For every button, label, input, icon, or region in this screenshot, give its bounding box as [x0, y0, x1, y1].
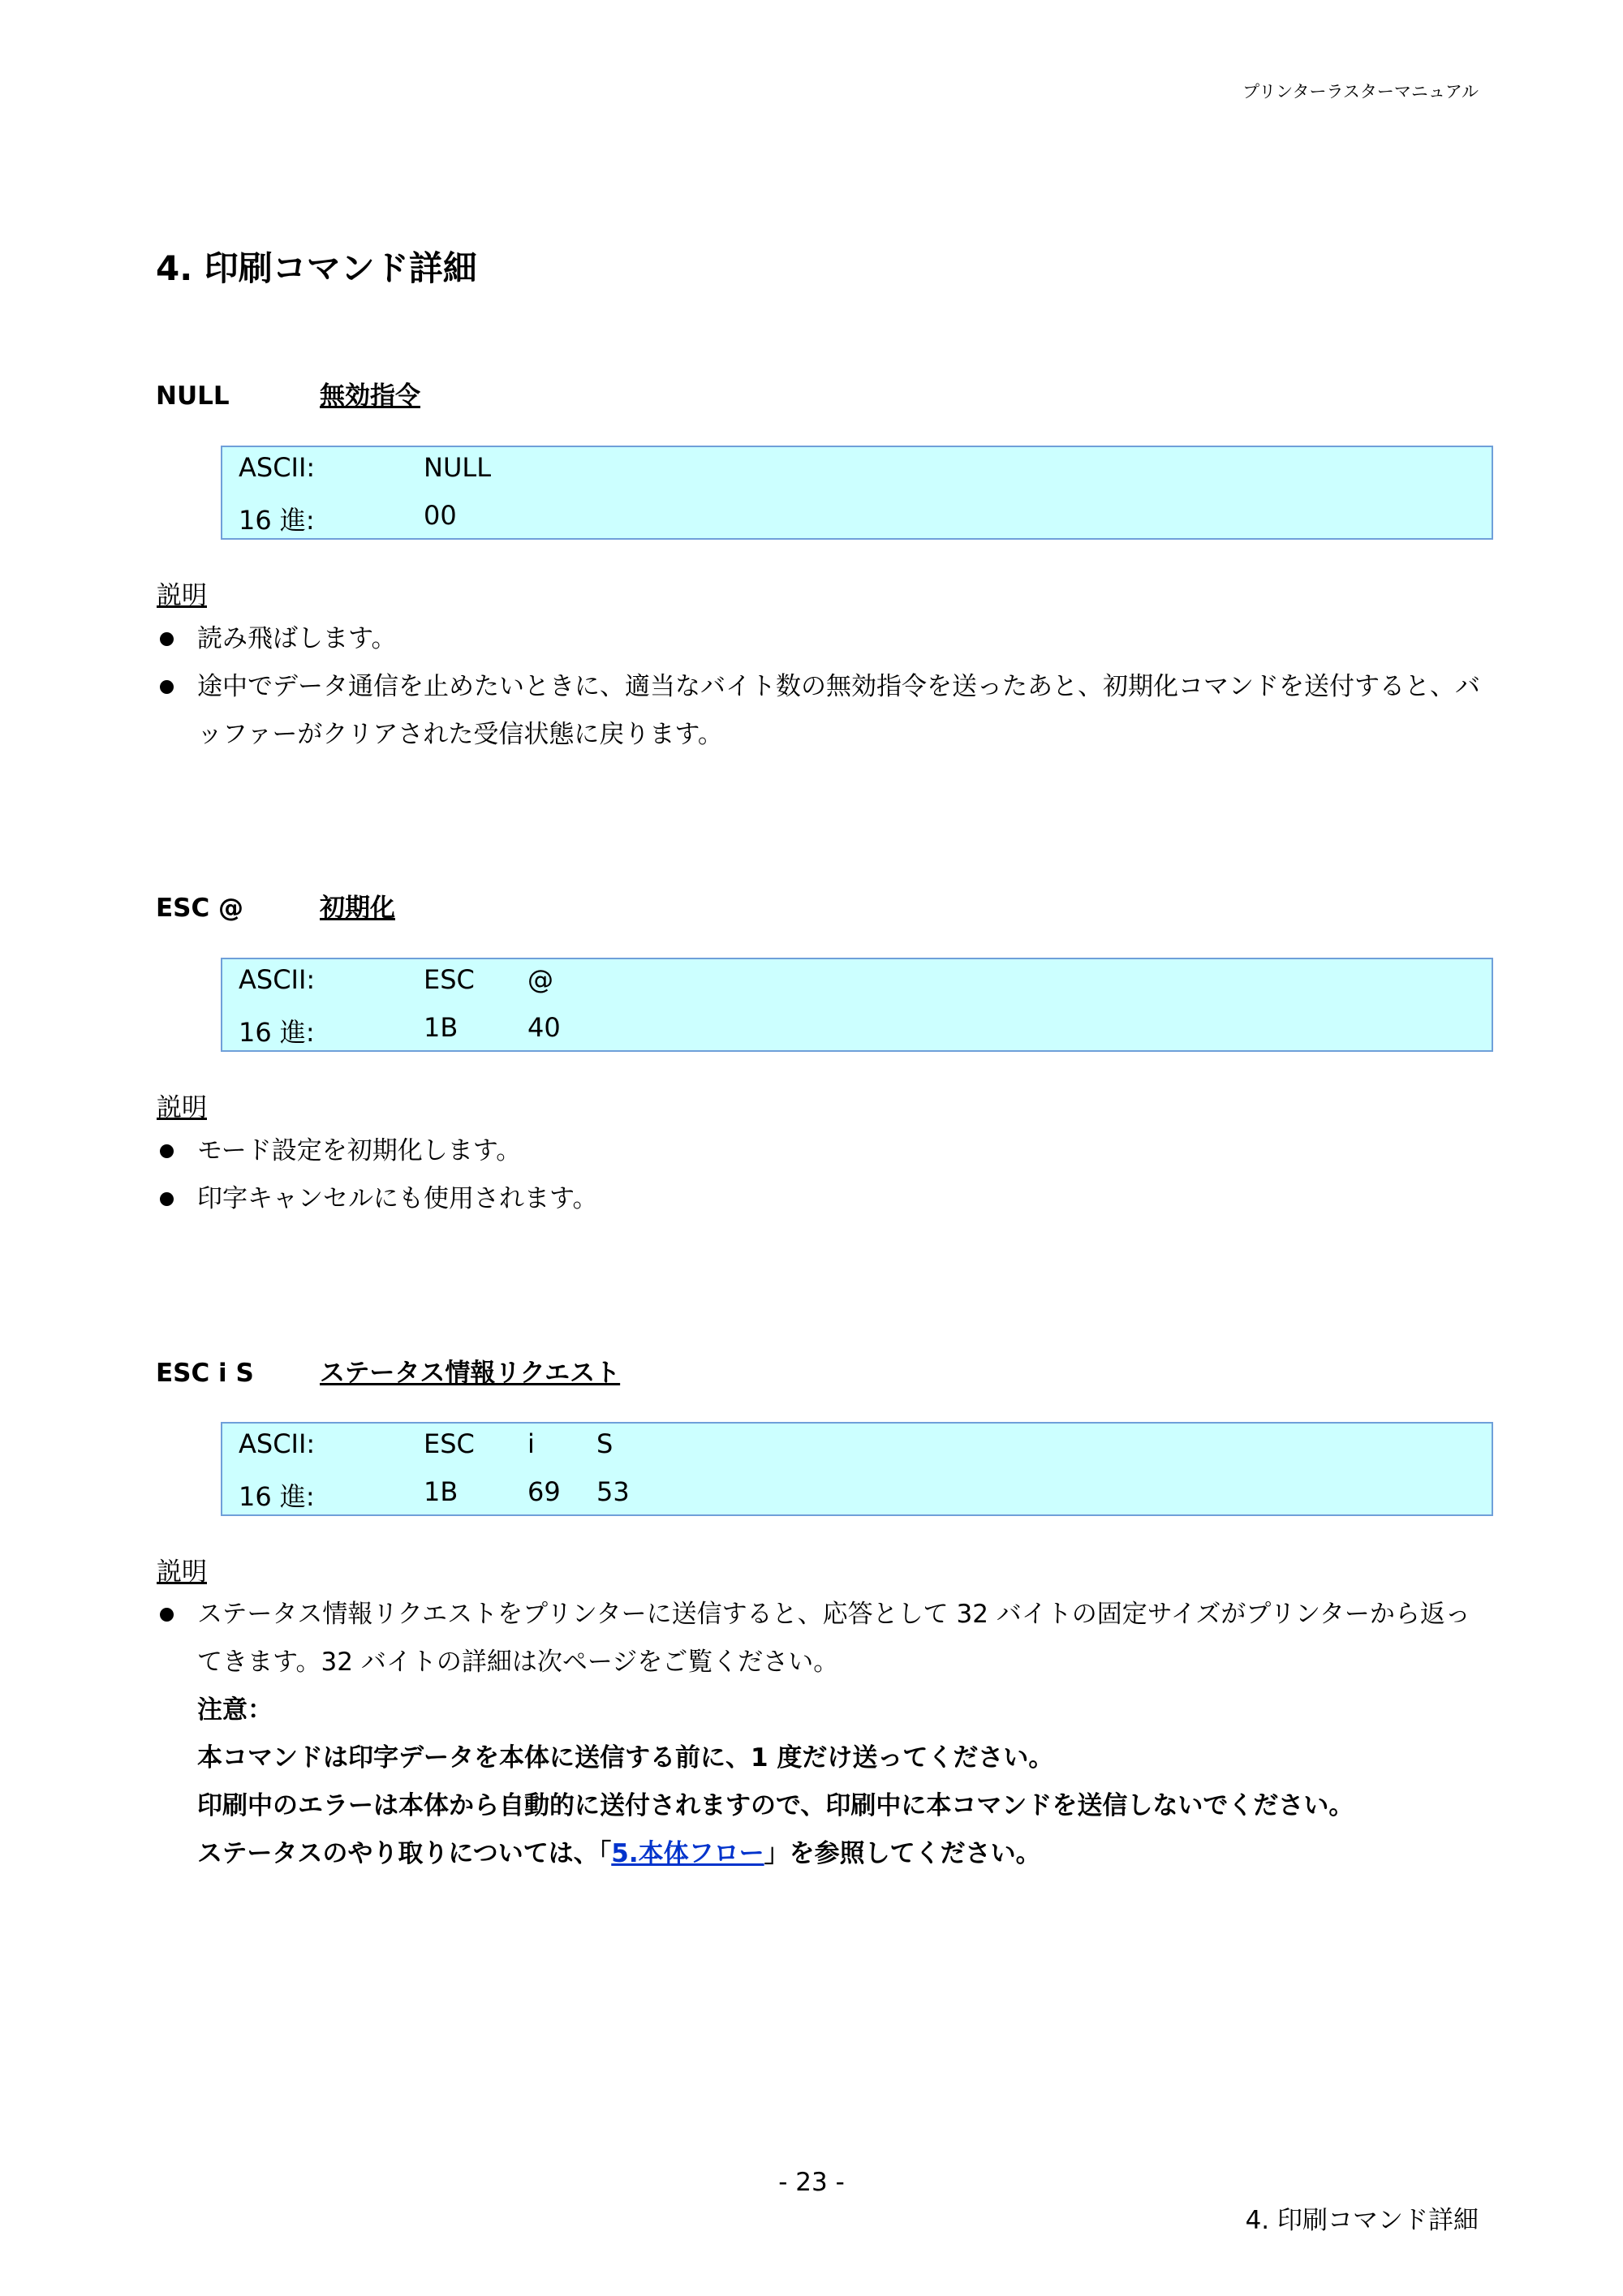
command-heading-esc-i-s	[156, 1352, 620, 1389]
list-item: 読み飛ばします。	[157, 615, 1487, 663]
description-list-esc-i-s	[157, 1591, 1487, 1878]
command-code: NULL	[156, 381, 230, 411]
hex-value: 1B	[424, 1012, 458, 1043]
chapter-title: 4. 印刷コマンド詳細	[156, 248, 477, 288]
note-line: 印刷中のエラーは本体から自動的に送付されますので、印刷中に本コマンドを送信しないでください。	[197, 1791, 1354, 1820]
ascii-value: ESC	[424, 964, 475, 995]
description-list-null	[157, 615, 1487, 759]
note-line-reference	[197, 1830, 1487, 1878]
list-item: 印字キャンセルにも使用されます。	[157, 1175, 1487, 1223]
ascii-value: ESC	[424, 1428, 475, 1459]
hex-value: 40	[527, 1012, 561, 1043]
ascii-value: @	[527, 964, 553, 995]
description-label: 説明	[157, 581, 207, 610]
hex-value: 1B	[424, 1476, 458, 1507]
note-label: 注意：	[197, 1695, 273, 1725]
ascii-label: ASCII:	[239, 1428, 316, 1459]
ascii-label: ASCII:	[239, 964, 316, 995]
command-name: 無効指令	[320, 381, 420, 411]
running-header: プリンターラスターマニュアル	[1242, 82, 1479, 101]
ascii-value: i	[527, 1428, 535, 1459]
list-item	[157, 1591, 1487, 1878]
command-name: 初期化	[320, 894, 395, 923]
running-footer: 4. 印刷コマンド詳細	[1245, 2206, 1479, 2235]
ascii-value: S	[596, 1428, 613, 1459]
command-code: ESC @	[156, 894, 244, 923]
ascii-label: ASCII:	[239, 452, 316, 483]
description-list-esc-at	[157, 1127, 1487, 1223]
note-prefix: ステータスのやり取りについては、「	[197, 1839, 612, 1868]
list-item: 途中でデータ通信を止めたいときに、適当なバイト数の無効指令を送ったあと、初期化コマンドを送付すると、バッファーがクリアされた受信状態に戻ります。	[157, 663, 1487, 759]
hex-label: 16 進:	[239, 505, 315, 536]
description-label: 説明	[157, 1557, 207, 1587]
command-code: ESC i S	[156, 1359, 254, 1388]
command-box-null	[221, 446, 1493, 540]
hex-value: 69	[527, 1476, 561, 1507]
hex-label: 16 進:	[239, 1481, 315, 1512]
hex-value: 00	[424, 500, 457, 531]
command-name: ステータス情報リクエスト	[320, 1359, 621, 1388]
command-box-esc-i-s	[221, 1422, 1493, 1516]
note-line: 本コマンドは印字データを本体に送信する前に、1 度だけ送ってください。	[197, 1743, 1054, 1773]
hex-label: 16 進:	[239, 1017, 315, 1048]
ascii-value: NULL	[424, 452, 492, 483]
description-text: ステータス情報リクエストをプリンターに送信すると、応答として 32 バイトの固定サイズがプリンターから返ってきます。32 バイトの詳細は次ページをご覧ください。	[197, 1600, 1470, 1677]
command-heading-null	[156, 375, 420, 411]
note-suffix: 」を参照してください。	[764, 1839, 1041, 1868]
command-box-esc-at	[221, 958, 1493, 1052]
list-item: モード設定を初期化します。	[157, 1127, 1487, 1175]
body-flow-link[interactable]: 5.本体フロー	[611, 1839, 764, 1868]
description-label: 説明	[157, 1093, 207, 1122]
page-number: - 23 -	[778, 2168, 845, 2197]
hex-value: 53	[596, 1476, 630, 1507]
command-heading-esc-at	[156, 887, 395, 924]
